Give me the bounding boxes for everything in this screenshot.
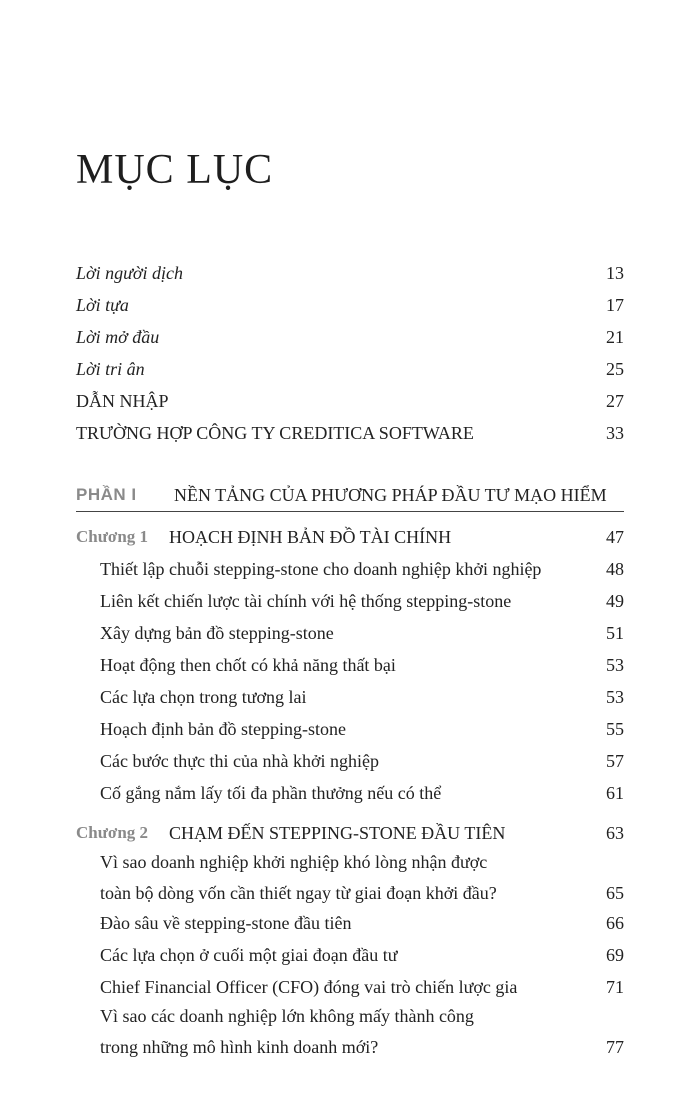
entry-label: Các bước thực thi của nhà khởi nghiệp xyxy=(100,751,379,771)
toc-entry xyxy=(76,586,624,616)
toc-entry xyxy=(76,322,624,352)
toc-entry xyxy=(76,290,624,320)
entry-label: Xây dựng bản đồ stepping-stone xyxy=(100,623,334,643)
entry-page: 25 xyxy=(606,359,624,379)
entry-page: 53 xyxy=(606,687,624,707)
entry-page: 48 xyxy=(606,559,624,579)
chapter-page: 63 xyxy=(606,823,624,843)
toc-entry xyxy=(76,258,624,288)
part-number: PHẦN I xyxy=(76,485,137,504)
entry-page: 77 xyxy=(606,1037,624,1057)
chapter-heading xyxy=(76,818,624,848)
toc-entry xyxy=(76,746,624,776)
toc-entry xyxy=(76,354,624,384)
entry-label: TRƯỜNG HỢP CÔNG TY CREDITICA SOFTWARE xyxy=(76,423,474,443)
entry-page: 49 xyxy=(606,591,624,611)
toc-entry xyxy=(76,972,624,1002)
entry-page: 53 xyxy=(606,655,624,675)
toc-entry xyxy=(76,650,624,680)
toc-entry xyxy=(76,618,624,648)
entry-label-line1: Vì sao các doanh nghiệp lớn không mấy thành công xyxy=(100,1006,474,1026)
chapter-number: Chương 1 xyxy=(76,527,149,546)
entry-page: 13 xyxy=(606,263,624,283)
entry-label: Hoạch định bản đồ stepping-stone xyxy=(100,719,346,739)
part-title: NỀN TẢNG CỦA PHƯƠNG PHÁP ĐẦU TƯ MẠO HIỂM xyxy=(174,485,607,505)
page-title: MỤC LỤC xyxy=(76,147,274,193)
entry-label-line1: Vì sao doanh nghiệp khởi nghiệp khó lòng nhận được xyxy=(100,852,488,872)
part-heading xyxy=(76,481,624,512)
entry-label: Hoạt động then chốt có khả năng thất bại xyxy=(100,655,396,675)
entry-label: Các lựa chọn trong tương lai xyxy=(100,687,307,707)
toc-entry xyxy=(76,386,624,416)
entry-page: 71 xyxy=(606,977,624,997)
toc-entry xyxy=(76,554,624,584)
entry-label: Lời mở đầu xyxy=(76,327,160,347)
toc-entry xyxy=(76,682,624,712)
entry-label: Cố gắng nắm lấy tối đa phần thưởng nếu có thể xyxy=(100,783,442,803)
chapter-page: 47 xyxy=(606,527,624,547)
chapter-title: HOẠCH ĐỊNH BẢN ĐỒ TÀI CHÍNH xyxy=(169,527,452,547)
toc-entry xyxy=(76,778,624,808)
entry-page: 27 xyxy=(606,391,624,411)
chapter-heading xyxy=(76,522,624,552)
entry-label: Thiết lập chuỗi stepping-stone cho doanh nghiệp khởi nghiệp xyxy=(100,559,542,579)
toc-entry xyxy=(76,852,624,908)
entry-label: Chief Financial Officer (CFO) đóng vai trò chiến lược gia xyxy=(100,977,518,997)
entry-page: 65 xyxy=(606,883,624,903)
entry-page: 61 xyxy=(606,783,624,803)
entry-page: 57 xyxy=(606,751,624,771)
toc-entry xyxy=(76,714,624,744)
entry-page: 51 xyxy=(606,623,624,643)
entry-page: 17 xyxy=(606,295,624,315)
entry-label: DẪN NHẬP xyxy=(76,391,169,411)
toc-entry xyxy=(76,908,624,938)
entry-page: 33 xyxy=(606,423,624,443)
entry-label-line2: trong những mô hình kinh doanh mới? xyxy=(100,1037,379,1057)
toc-entry xyxy=(76,1006,624,1062)
entry-page: 69 xyxy=(606,945,624,965)
chapter-number: Chương 2 xyxy=(76,823,149,842)
entry-label: Lời người dịch xyxy=(76,263,184,283)
entry-page: 55 xyxy=(606,719,624,739)
entry-label: Đào sâu về stepping-stone đầu tiên xyxy=(100,913,352,933)
entry-page: 66 xyxy=(606,913,624,933)
entry-label: Các lựa chọn ở cuối một giai đoạn đầu tư xyxy=(100,945,398,965)
toc-entry xyxy=(76,418,624,448)
entry-label-line2: toàn bộ dòng vốn cần thiết ngay từ giai đoạn khởi đầu? xyxy=(100,883,497,903)
entry-label: Liên kết chiến lược tài chính với hệ thống stepping-stone xyxy=(100,591,512,611)
entry-label: Lời tựa xyxy=(76,295,129,315)
chapter-title: CHẠM ĐẾN STEPPING-STONE ĐẦU TIÊN xyxy=(169,823,506,843)
entry-page: 21 xyxy=(606,327,624,347)
entry-label: Lời tri ân xyxy=(76,359,145,379)
toc-entry xyxy=(76,940,624,970)
